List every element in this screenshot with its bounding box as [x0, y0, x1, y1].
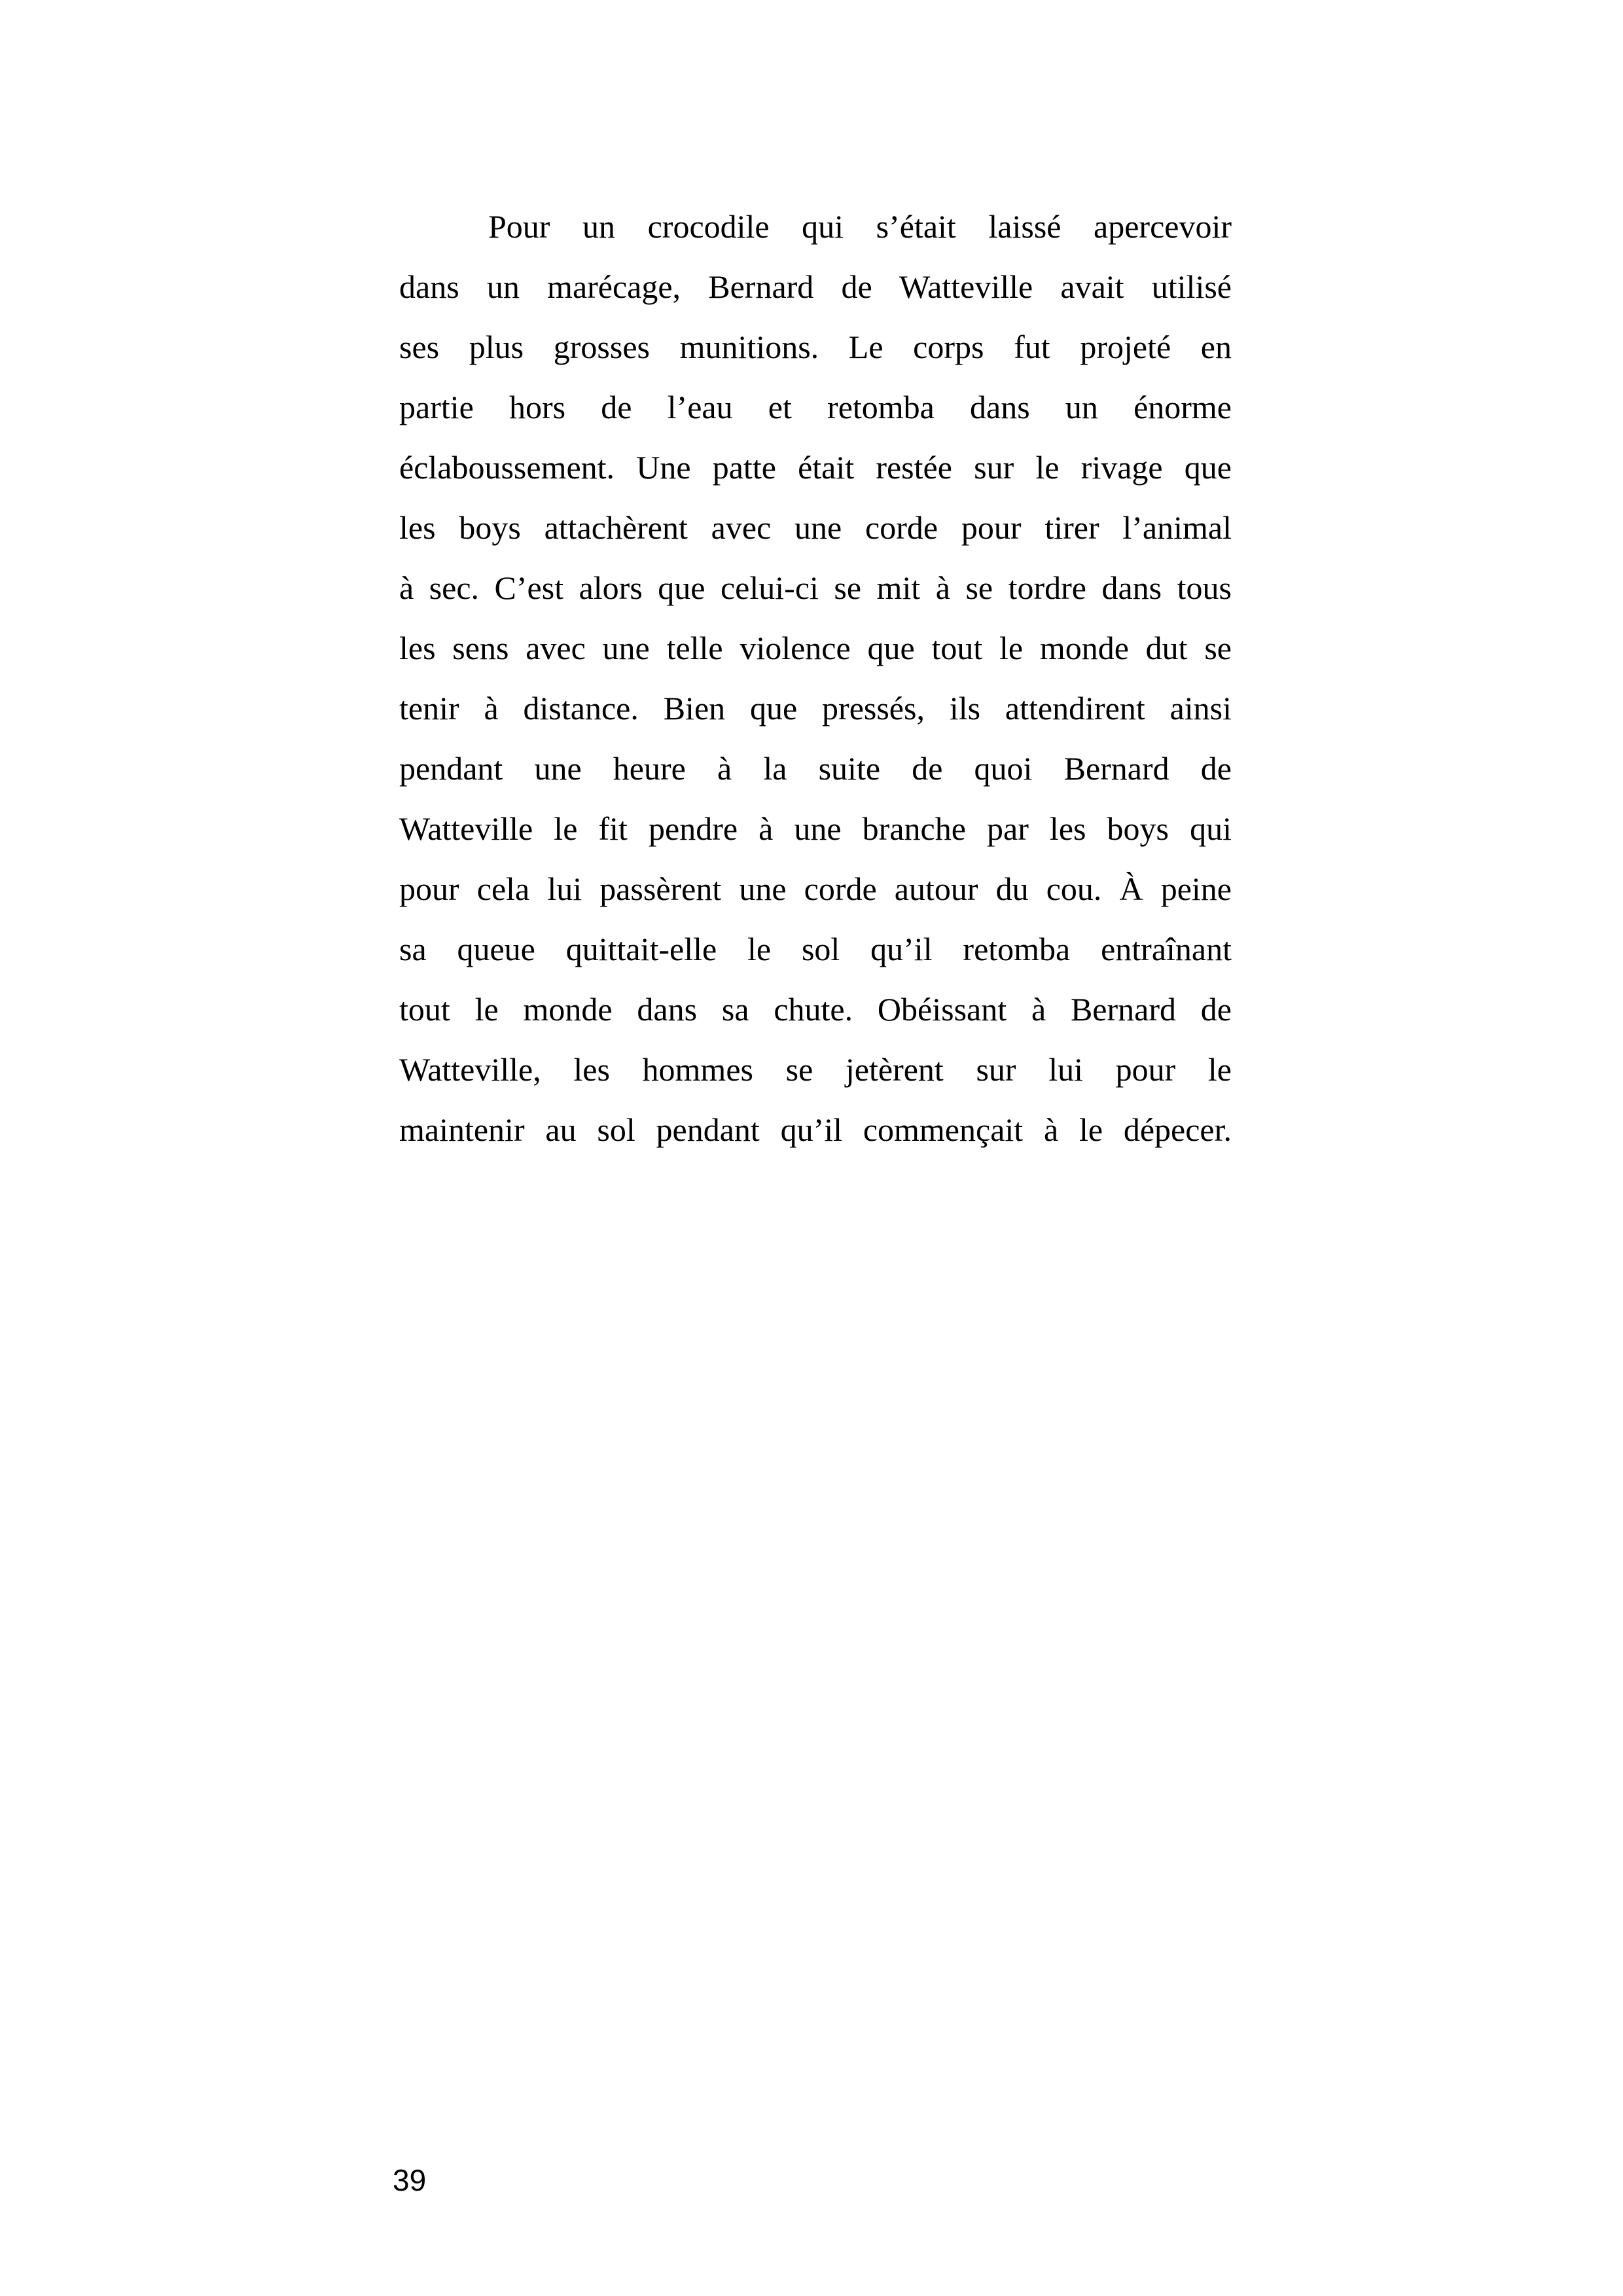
body-paragraph	[399, 196, 1232, 1160]
paragraph-line: sa queue quittait-elle le sol qu’il retomba entraînant	[399, 931, 1232, 967]
paragraph-line: ses plus grosses munitions. Le corps fut projeté en	[399, 329, 1232, 365]
paragraph-line: partie hors de l’eau et retomba dans un énorme	[399, 389, 1232, 425]
paragraph-line: Watteville, les hommes se jetèrent sur lui pour le	[399, 1051, 1232, 1088]
paragraph-line: Watteville le fit pendre à une branche par les boys qui	[399, 810, 1232, 847]
paragraph-line: les sens avec une telle violence que tout le monde dut se	[399, 630, 1232, 666]
paragraph-line: dans un marécage, Bernard de Watteville avait utilisé	[399, 268, 1232, 305]
paragraph-line: Pour un crocodile qui s’était laissé apercevoir	[488, 208, 1232, 245]
paragraph-line: éclaboussement. Une patte était restée sur le rivage que	[399, 449, 1232, 486]
paragraph-line: tenir à distance. Bien que pressés, ils attendirent ainsi	[399, 690, 1232, 726]
paragraph-line: pour cela lui passèrent une corde autour du cou. À peine	[399, 870, 1232, 907]
page-number: 39	[393, 2163, 427, 2197]
paragraph-line: pendant une heure à la suite de quoi Bernard de	[399, 750, 1232, 787]
paragraph-line: maintenir au sol pendant qu’il commençait à le dépecer.	[399, 1111, 1232, 1148]
paragraph-line: tout le monde dans sa chute. Obéissant à Bernard de	[399, 991, 1232, 1028]
paragraph-line: à sec. C’est alors que celui-ci se mit à se tordre dans tous	[399, 569, 1232, 606]
paragraph-line: les boys attachèrent avec une corde pour tirer l’animal	[399, 509, 1232, 546]
